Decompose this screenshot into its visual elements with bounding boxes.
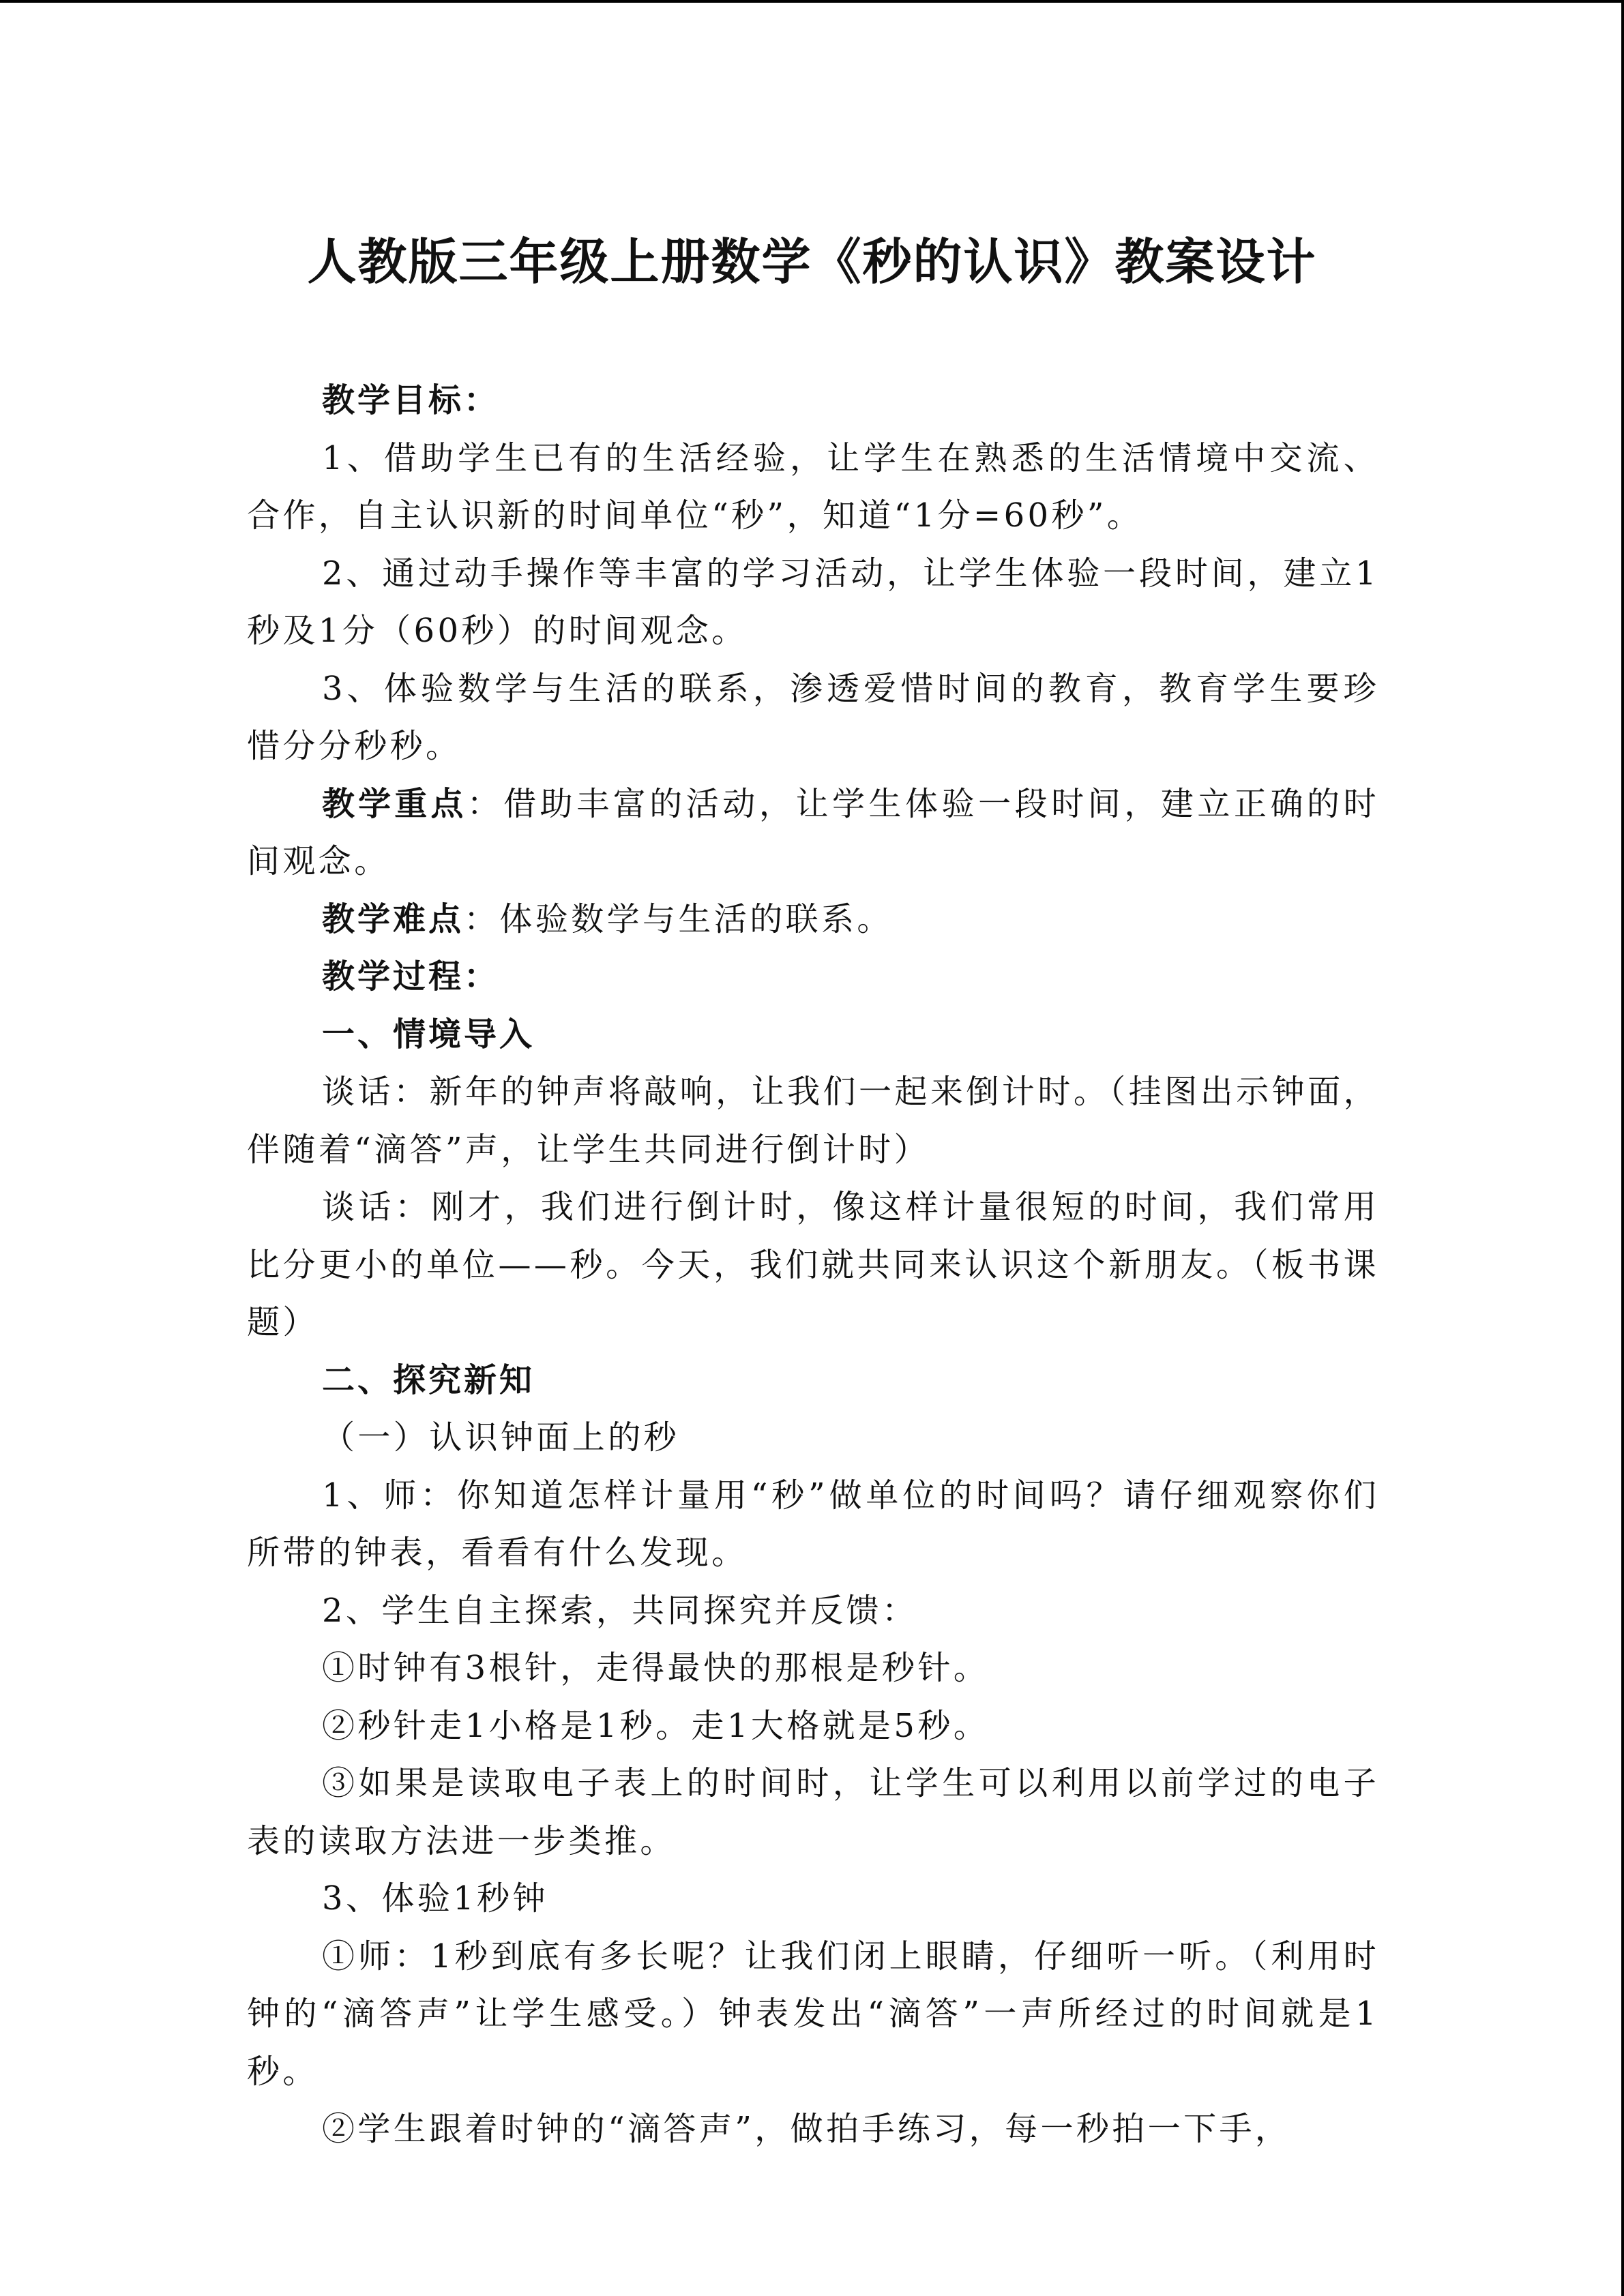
subheading-clock-seconds: （一）认识钟面上的秒	[322, 1418, 680, 1457]
objective-3: 3、体验数学与生活的联系，渗透爱惜时间的教育，教育学生要珍惜分分秒秒。	[247, 669, 1379, 765]
difficulties-text: ：体验数学与生活的联系。	[464, 899, 893, 938]
key-points-label: 教学重点	[322, 784, 467, 823]
dialogue-1: 谈话：新年的钟声将敲响，让我们一起来倒计时。（挂图出示钟面，伴随着“滴答”声，让学生共同进行倒计时）	[247, 1073, 1379, 1169]
finding-2: ②秒针走1小格是1秒。走1大格就是5秒。	[322, 1706, 990, 1745]
finding-1: ①时钟有3根针，走得最快的那根是秒针。	[322, 1649, 990, 1687]
objective-2: 2、通过动手操作等丰富的学习活动，让学生体验一段时间，建立1秒及1分（60秒）的时间观念。	[247, 554, 1379, 650]
difficulties-label: 教学难点	[322, 899, 464, 938]
key-points	[247, 775, 1379, 891]
activity-2: ②学生跟着时钟的“滴答声”，做拍手练习，每一秒拍一下手，	[322, 2110, 1291, 2148]
dialogue-2: 谈话：刚才，我们进行倒计时，像这样计量很短的时间，我们常用比分更小的单位——秒。今天，我们就共同来认识这个新朋友。（板书课题）	[247, 1188, 1379, 1341]
finding-3: ③如果是读取电子表上的时间时，让学生可以利用以前学过的电子表的读取方法进一步类推。	[247, 1764, 1379, 1860]
objective-1: 1、借助学生已有的生活经验，让学生在熟悉的生活情境中交流、合作，自主认识新的时间单位“秒”，知道“1分=60秒”。	[247, 438, 1379, 535]
page-border-top	[0, 0, 1624, 3]
key-points-text: ：借助丰富的活动，让学生体验一段时间，建立正确的时间观念。	[247, 784, 1379, 880]
heading-section-2: 二、探究新知	[322, 1360, 535, 1399]
heading-section-1: 一、情境导入	[322, 1015, 535, 1054]
step-2: 2、学生自主探索，共同探究并反馈：	[322, 1591, 918, 1630]
step-3: 3、体验1秒钟	[322, 1879, 548, 1918]
heading-process: 教学过程：	[322, 957, 500, 996]
document-body	[247, 372, 1379, 2158]
page-border-right	[1621, 0, 1624, 2296]
difficulties	[247, 891, 1379, 949]
heading-objectives: 教学目标：	[322, 381, 500, 419]
step-1: 1、师：你知道怎样计量用“秒”做单位的时间吗？请仔细观察你们所带的钟表，看看有什么发现。	[247, 1476, 1379, 1572]
activity-1: ①师：1秒到底有多长呢？让我们闭上眼睛，仔细听一听。（利用时钟的“滴答声”让学生感受。）钟表发出“滴答”一声所经过的时间就是1秒。	[247, 1937, 1379, 2091]
document-title: 人教版三年级上册数学《秒的认识》教案设计	[307, 233, 1317, 291]
